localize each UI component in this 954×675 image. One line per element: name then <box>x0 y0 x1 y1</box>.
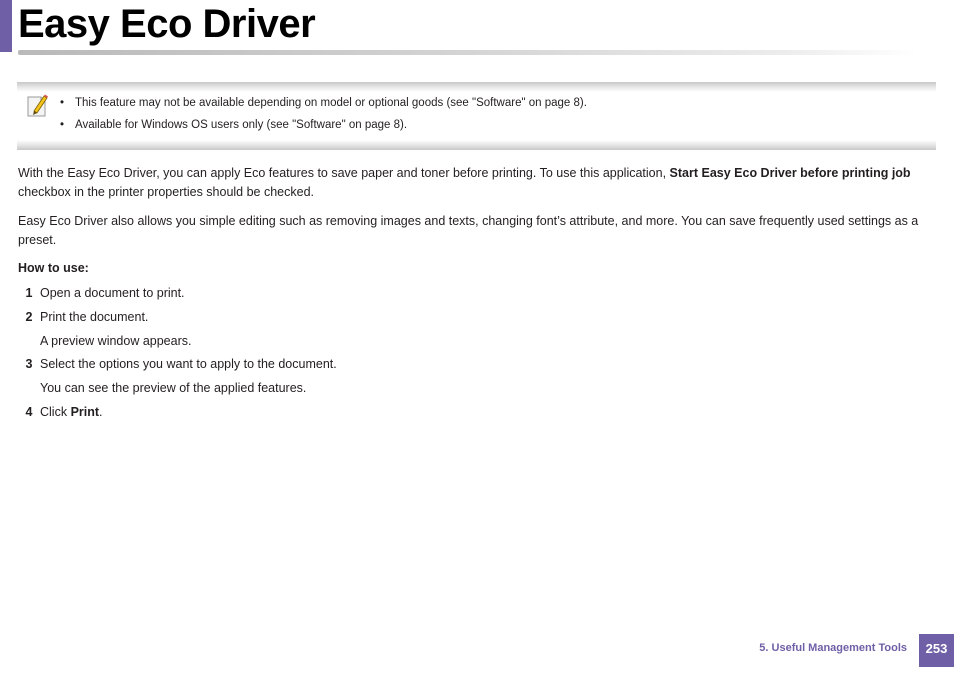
step-4: 4 Click Print. <box>18 403 103 422</box>
step-3-result: You can see the preview of the applied features. <box>40 381 307 395</box>
footer-chapter-link[interactable]: 5. Useful Management Tools <box>759 642 907 654</box>
step-3 <box>18 355 337 374</box>
step-1 <box>18 284 185 303</box>
note-item: • Available for Windows OS users only (see "Software" on page 8). <box>60 119 408 131</box>
note-item: • This feature may not be available depending on model or optional goods (see "Software" on page 8). <box>60 97 587 109</box>
note-pencil-icon <box>25 93 49 119</box>
print-label: Print <box>70 405 100 419</box>
intro-paragraph: With the Easy Eco Driver, you can apply Eco features to save paper and toner before printing. To use this application, Start Easy Eco Driver before printing job checkbox in the printer properties should be checked. <box>18 166 911 199</box>
step-number: 4 <box>25 405 33 419</box>
editing-paragraph: Easy Eco Driver also allows you simple editing such as removing images and texts, changing font’s attribute, and more. You can save frequently used settings as a preset. <box>18 214 919 247</box>
title-underline <box>18 50 918 55</box>
footer-page-number: 253 <box>919 634 954 667</box>
page-title: Easy Eco Driver <box>18 2 316 46</box>
note-bottom-bar <box>17 140 936 150</box>
step-text: Print the document. <box>40 310 149 324</box>
step-2-result: A preview window appears. <box>40 334 192 348</box>
step-number: 2 <box>25 310 33 324</box>
note-item-text: Available for Windows OS users only (see "Software" on page 8). <box>75 119 408 131</box>
how-to-heading: How to use: <box>18 261 89 275</box>
step-number: 3 <box>25 357 33 371</box>
step-text: Open a document to print. <box>40 286 185 300</box>
chapter-tab-marker <box>0 0 12 52</box>
note-list <box>57 92 587 136</box>
step-2 <box>18 308 148 327</box>
checkbox-name: Start Easy Eco Driver before printing job <box>669 166 911 180</box>
note-box <box>17 82 936 150</box>
step-number: 1 <box>25 286 33 300</box>
step-text: Select the options you want to apply to the document. <box>40 357 337 371</box>
note-top-bar <box>17 82 936 92</box>
note-item-text: This feature may not be available depending on model or optional goods (see "Software" on page 8). <box>75 97 587 109</box>
